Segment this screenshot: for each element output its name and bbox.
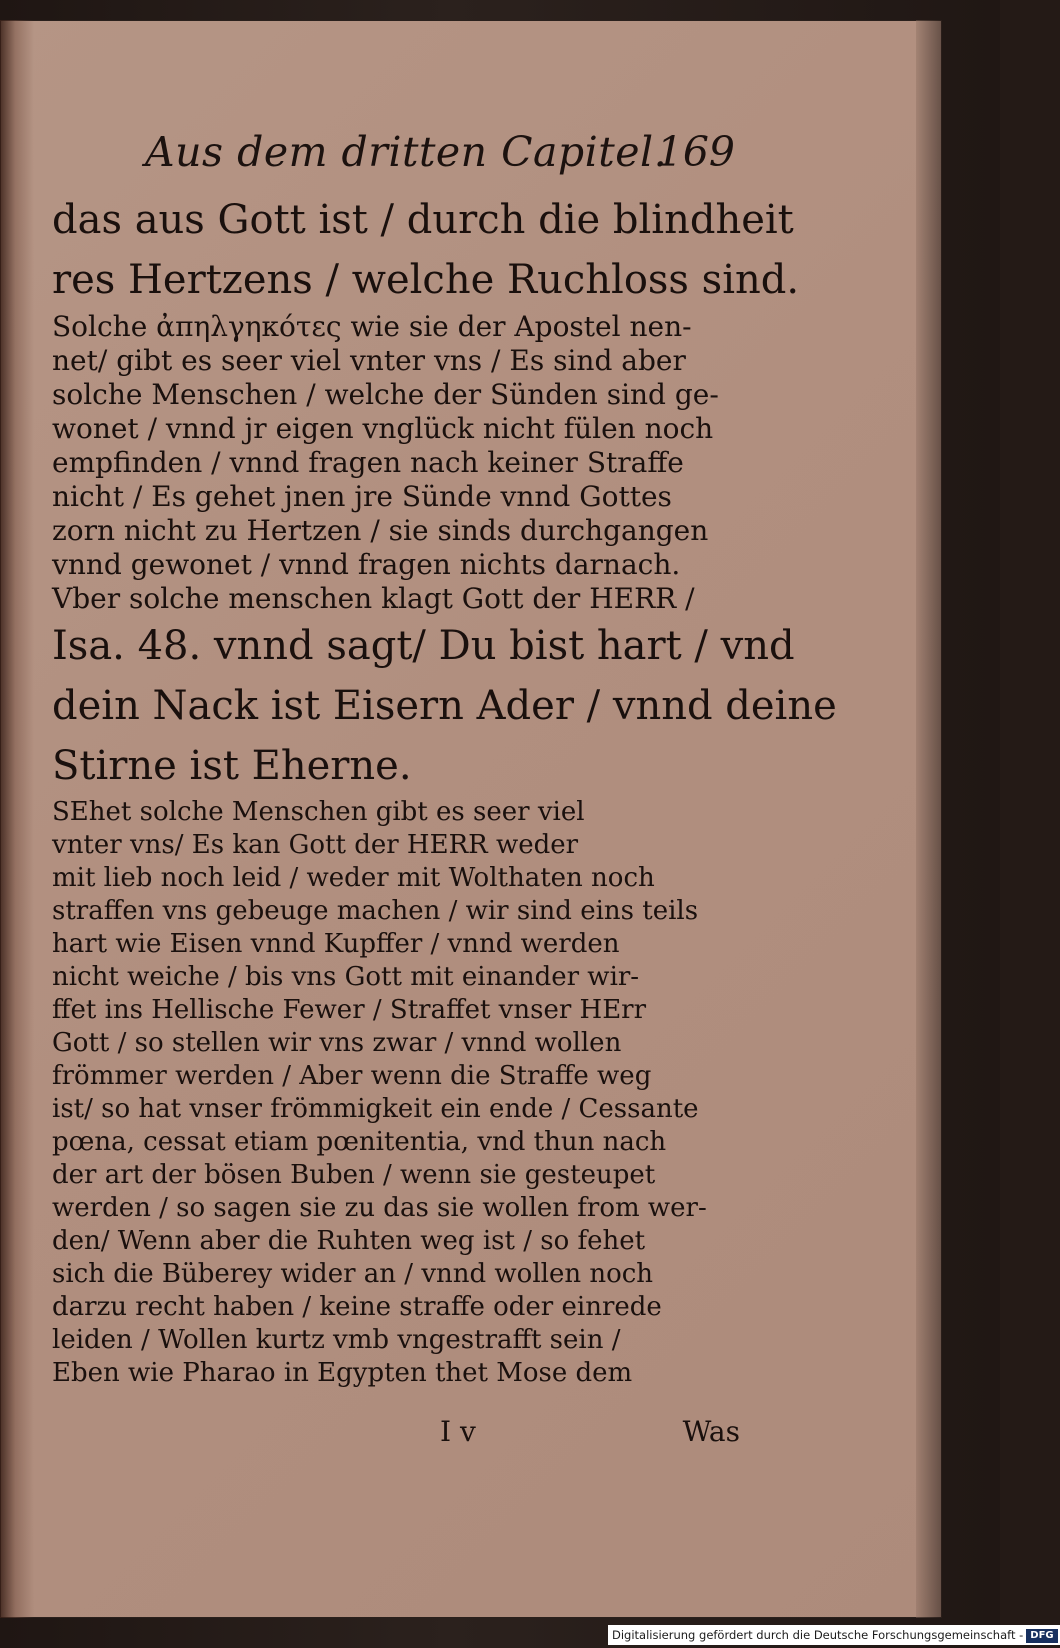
dfg-logo: DFG (1026, 1629, 1057, 1643)
text-line: Isa. 48. vnnd sagt/ Du bist hart / vnd (52, 623, 795, 669)
catchword: Was (682, 1415, 740, 1448)
text-line: zorn nicht zu Hertzen / sie sinds durchgangen (52, 514, 709, 547)
text-line: straffen vns gebeuge machen / wir sind eins teils (52, 896, 699, 926)
text-line: net/ gibt es seer viel vnter vns / Es sind aber (52, 344, 686, 377)
funding-notice (608, 1625, 1060, 1645)
text-line: darzu recht haben / keine straffe oder einrede (52, 1292, 662, 1322)
text-line: den/ Wenn aber die Ruhten weg ist / so fehet (52, 1226, 646, 1256)
text-line: vnnd gewonet / vnnd fragen nichts darnach. (52, 548, 681, 581)
text-line: sich die Büberey wider an / vnnd wollen noch (52, 1259, 654, 1289)
text-line: wonet / vnnd jr eigen vnglück nicht fülen noch (52, 412, 714, 445)
text-line: mit lieb noch leid / weder mit Wolthaten noch (52, 863, 655, 893)
text-line: nicht weiche / bis vns Gott mit einander wir- (52, 962, 640, 992)
running-head (145, 120, 735, 180)
text-line: empfinden / vnnd fragen nach keiner Straffe (52, 446, 684, 479)
text-line: der art der bösen Buben / wenn sie gesteupet (52, 1160, 656, 1190)
text-line: Solche ἀπηλγηκότες wie sie der Apostel nen- (52, 310, 692, 343)
text-line: pœna, cessat etiam pœnitentia, vnd thun nach (52, 1127, 667, 1157)
text-line: hart wie Eisen vnnd Kupffer / vnnd werden (52, 929, 620, 959)
chapter-heading: Aus dem dritten Capitel. (145, 128, 668, 176)
text-line: Vber solche menschen klagt Gott der HERR / (52, 582, 695, 615)
text-line: Gott / so stellen wir vns zwar / vnnd wollen (52, 1028, 622, 1058)
text-line: nicht / Es gehet jnen jre Sünde vnnd Gottes (52, 480, 672, 513)
funding-notice-text: Digitalisierung gefördert durch die Deutsche Forschungsgemeinschaft - (612, 1628, 1024, 1642)
text-line: Eben wie Pharao in Egypten thet Mose dem (52, 1358, 633, 1388)
text-line: dein Nack ist Eisern Ader / vnnd deine (52, 683, 837, 729)
text-line: leiden / Wollen kurtz vmb vngestrafft sein / (52, 1325, 621, 1355)
book-page (0, 20, 942, 1618)
text-line: solche Menschen / welche der Sünden sind ge- (52, 378, 719, 411)
text-line: frömmer werden / Aber wenn die Straffe weg (52, 1061, 652, 1091)
body-text (52, 190, 837, 1390)
text-line: ist/ so hat vnser frömmigkeit ein ende / Cessante (52, 1094, 699, 1124)
text-line: werden / so sagen sie zu das sie wollen from wer- (52, 1193, 707, 1223)
signature-mark: I v (440, 1415, 476, 1448)
page-number: 169 (656, 128, 735, 176)
text-line: Stirne ist Eherne. (52, 743, 412, 789)
text-line: SEhet solche Menschen gibt es seer viel (52, 797, 585, 827)
text-line: res Hertzens / welche Ruchloss sind. (52, 257, 800, 303)
text-line: vnter vns/ Es kan Gott der HERR weder (52, 830, 579, 860)
text-line: ffet ins Hellische Fewer / Straffet vnser HErr (52, 995, 647, 1025)
page-footer (440, 1415, 740, 1455)
text-line: das aus Gott ist / durch die blindheit (52, 197, 794, 243)
